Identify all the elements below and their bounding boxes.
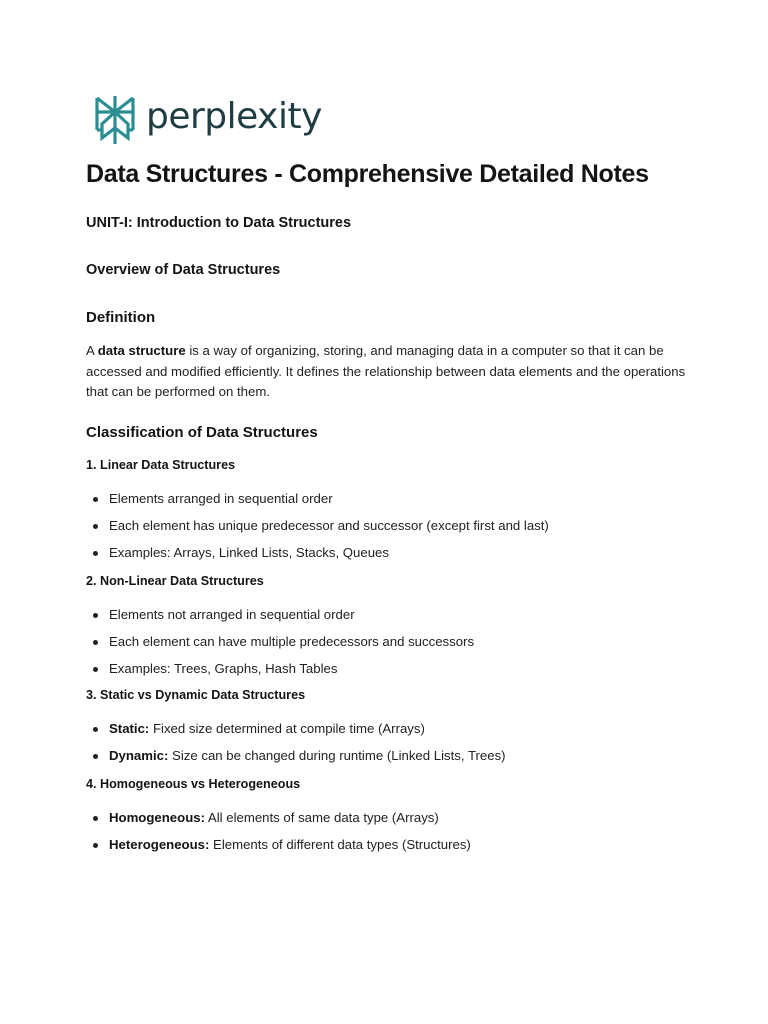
list-item	[86, 720, 506, 747]
list-item-text: Fixed size determined at compile time (Arrays)	[149, 721, 425, 736]
perplexity-logo-icon	[94, 94, 136, 146]
list-item	[86, 809, 471, 836]
list-item-term: Static:	[109, 721, 150, 736]
perplexity-logo	[86, 92, 322, 148]
nonlinear-list	[86, 606, 474, 687]
unit-heading: UNIT-I: Introduction to Data Structures	[86, 215, 352, 231]
list-item-text: Elements of different data types (Structures)	[209, 837, 471, 852]
list-item	[86, 836, 471, 863]
page-title: Data Structures - Comprehensive Detailed Notes	[86, 160, 649, 188]
definition-term: data structure	[97, 343, 186, 358]
classification-heading: Classification of Data Structures	[86, 424, 318, 441]
static-dynamic-list	[86, 720, 506, 774]
list-item-text: Size can be changed during runtime (Linked Lists, Trees)	[168, 748, 506, 763]
list-item-term: Homogeneous:	[109, 810, 205, 825]
list-item-term: Heterogeneous:	[109, 837, 210, 852]
list-item: Examples: Arrays, Linked Lists, Stacks, Queues	[86, 544, 549, 571]
list-item-term: Dynamic:	[109, 748, 169, 763]
list-item: Each element can have multiple predecessors and successors	[86, 633, 474, 660]
logo-wordmark: perplexity	[146, 96, 322, 137]
definition-body: is a way of organizing, storing, and managing data in a computer so that it can be accessed and modified efficiently. It defines the relationship between data elements and the operations that can be performed on them.	[86, 343, 686, 399]
definition-prefix: A	[86, 343, 98, 358]
homo-hetero-heading: 4. Homogeneous vs Heterogeneous	[86, 777, 301, 791]
nonlinear-heading: 2. Non-Linear Data Structures	[86, 574, 264, 588]
definition-heading: Definition	[86, 309, 156, 326]
list-item: Each element has unique predecessor and successor (except first and last)	[86, 517, 549, 544]
linear-list	[86, 490, 549, 571]
linear-heading: 1. Linear Data Structures	[86, 458, 236, 472]
list-item: Examples: Trees, Graphs, Hash Tables	[86, 660, 474, 687]
definition-paragraph	[86, 341, 691, 403]
static-dynamic-heading: 3. Static vs Dynamic Data Structures	[86, 688, 306, 702]
overview-heading: Overview of Data Structures	[86, 262, 281, 278]
list-item-text: All elements of same data type (Arrays)	[204, 810, 439, 825]
list-item	[86, 747, 506, 774]
homo-hetero-list	[86, 809, 471, 863]
list-item: Elements arranged in sequential order	[86, 490, 549, 517]
list-item: Elements not arranged in sequential order	[86, 606, 474, 633]
